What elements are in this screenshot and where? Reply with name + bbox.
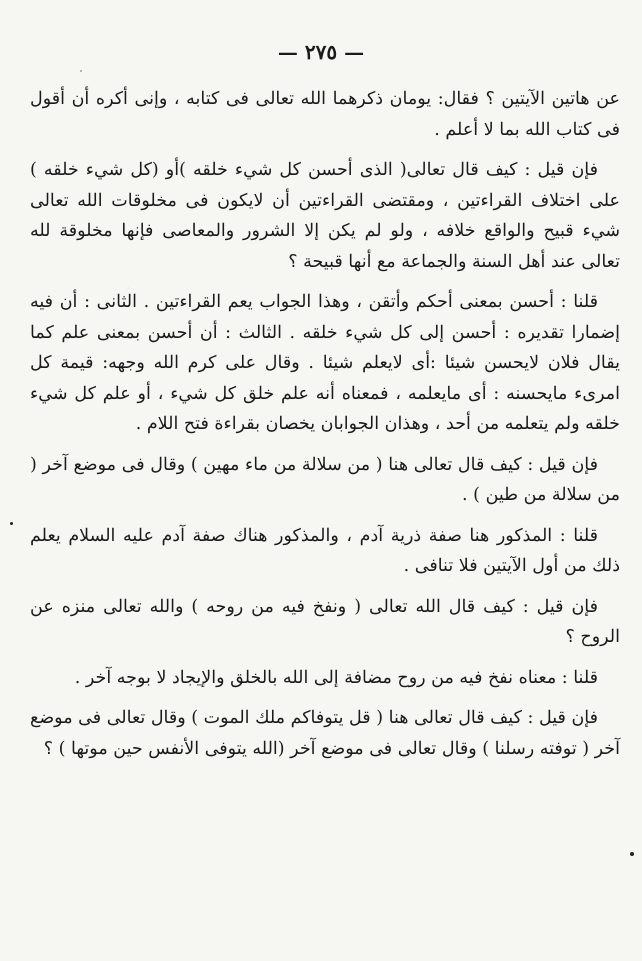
paragraph-5: قلنا : المذكور هنا صفة ذرية آدم ، والمذكور هناك صفة آدم عليه السلام يعلم ذلك من أول الآيتين فلا تنافى . [30,525,620,576]
scan-speck [10,522,13,525]
scan-speck [630,852,634,856]
paragraph-6: فإن قيل : كيف قال الله تعالى ( ونفخ فيه من روحه ) والله تعالى منزه عن الروح ؟ [30,596,620,647]
paragraph-3: قلنا : أحسن بمعنى أحكم وأتقن ، وهذا الجواب يعم القراءتين . الثانى : أن فيه إضمارا تقديره : أحسن إلى كل شيء خلقه . الثالث : أن أحسن بمعنى علم كما يقال فلان لايحسن شيئا :أى لايعلم شيئا . وقال على كرم الله وجهه: قيمة كل امرىء مايحسنه : أى مايعلمه ، فمعناه أنه علم خلق كل شيء ، أو علم كل شيء خلقه ولم يتعلمه من أحد ، وهذان الجوابان يخصان بقراءة فتح اللام . [30,292,620,434]
paragraph-2: فإن قيل : كيف قال تعالى( الذى أحسن كل شيء خلقه )أو (كل شيء خلقه ) على اختلاف القراءتين ، ومقتضى القراءتين أن لايكون فى مخلوقات الله تعالى شيء قبيح والواقع خلافه ، ولو لم يكن إلا الشرور والمعاصى فإنها مخلوقة لله تعالى عند أهل السنة والجماعة مع أنها قبيحة ؟ [30,160,620,272]
page-body [30,84,620,774]
paragraph-8: فإن قيل : كيف قال تعالى هنا ( قل يتوفاكم ملك الموت ) وقال تعالى فى موضع آخر ( توفته رسلنا ) وقال تعالى فى موضع آخر (الله يتوفى الأنفس حين موتها ) ؟ [30,708,620,759]
page-number: — ٢٧٥ — [277,40,365,64]
paragraph-4: فإن قيل : كيف قال تعالى هنا ( من سلالة من ماء مهين ) وقال فى موضع آخر ( من سلالة من طين ) . [30,454,620,505]
scan-speck [80,70,82,72]
paragraph-7: قلنا : معناه نفخ فيه من روح مضافة إلى الله بالخلق والإيجاد لا بوجه آخر . [74,667,598,688]
paragraph-1: عن هاتين الآيتين ؟ فقال: يومان ذكرهما الله تعالى فى كتابه ، وإنى أكره أن أقول فى كتاب الله بما لا أعلم . [30,89,620,140]
